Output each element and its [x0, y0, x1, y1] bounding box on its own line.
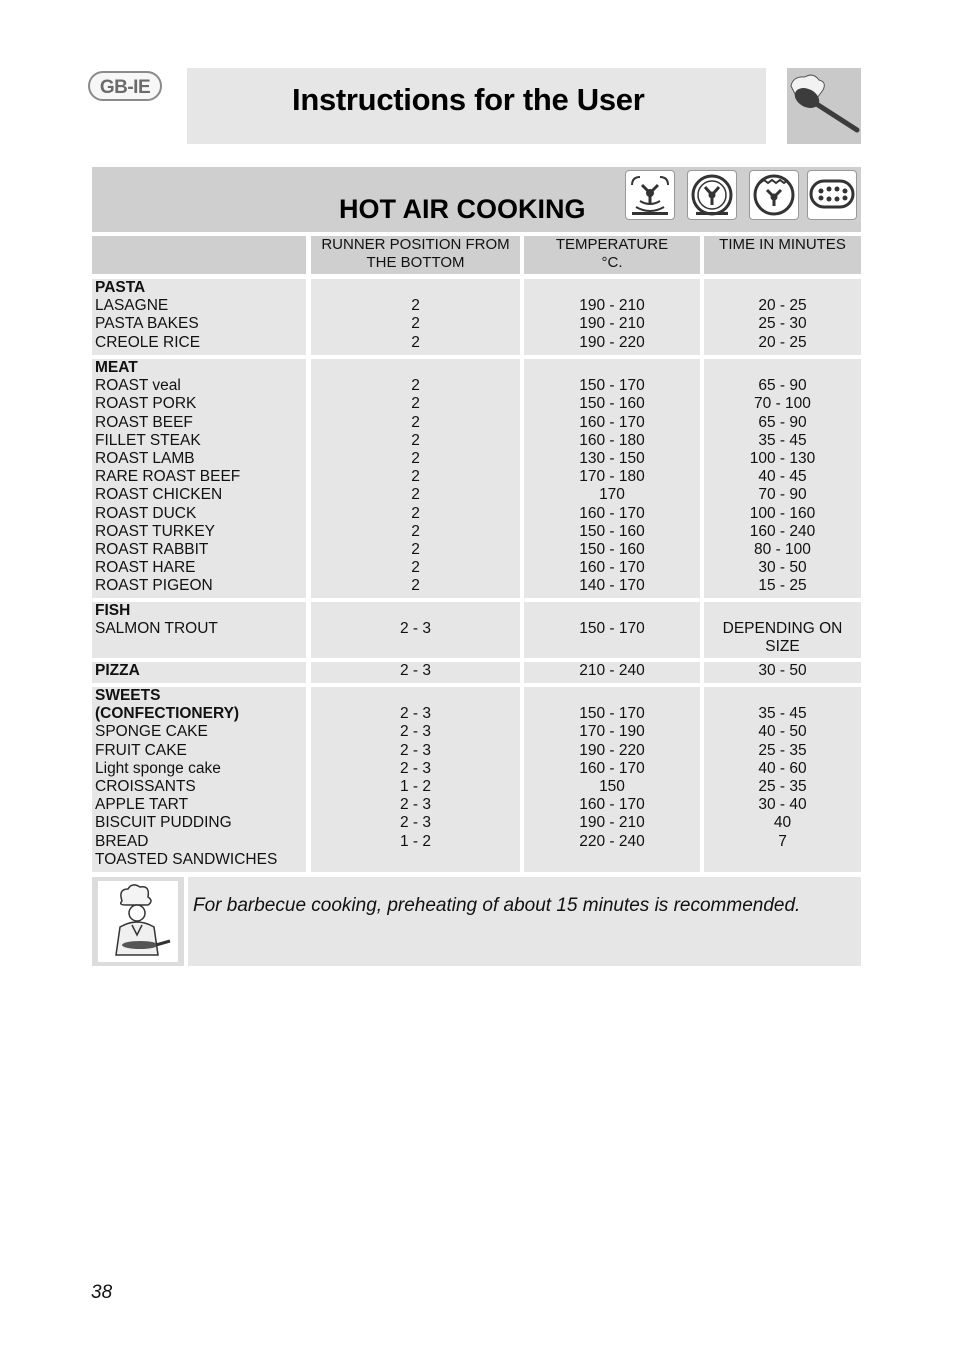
list-item: SPONGE CAKE: [95, 723, 208, 741]
runner-column: [311, 279, 520, 355]
table-group-sweets: [92, 687, 861, 872]
runner-value: 2 - 3: [399, 814, 431, 832]
temperature-value: 130 - 150: [579, 450, 645, 468]
temperature-value: 190 - 220: [579, 741, 645, 759]
list-item: CREOLE RICE: [95, 333, 201, 351]
runner-value: 2: [411, 450, 420, 468]
runner-value: 2: [411, 577, 420, 595]
item-column: [92, 662, 306, 683]
temperature-value: 170 - 180: [579, 468, 645, 486]
item-column: [92, 602, 306, 658]
table-group-fish: [92, 602, 861, 658]
temperature-value: 190 - 220: [579, 333, 645, 351]
time-value: 25 - 35: [758, 778, 807, 796]
tip-box: [188, 877, 861, 966]
runner-value: 2 - 3: [399, 723, 431, 741]
runner-value: 2: [411, 315, 420, 333]
runner-value: 2 - 3: [399, 662, 431, 679]
temperature-value: 150 - 170: [579, 620, 645, 638]
temperature-value: 150: [599, 778, 625, 796]
runner-value: 2: [411, 297, 420, 315]
temperature-value: 150 - 160: [579, 541, 645, 559]
runner-value: 2: [411, 413, 420, 431]
fan-circular-heat-icon: [687, 170, 737, 220]
header-cell-item: [92, 236, 306, 274]
list-item: APPLE TART: [95, 796, 189, 814]
time-value: 40 - 45: [758, 468, 807, 486]
temperature-column: [524, 662, 700, 683]
temperature-value: 160 - 180: [579, 431, 645, 449]
header-cell-time: TIME IN MINUTES: [704, 236, 861, 274]
runner-value: 2: [411, 468, 420, 486]
temperature-value: 150 - 160: [579, 522, 645, 540]
time-column: [704, 602, 861, 658]
runner-value: 2: [411, 541, 420, 559]
time-value: 40: [773, 814, 792, 832]
temperature-value: 190 - 210: [579, 315, 645, 333]
time-value: 65 - 90: [758, 413, 807, 431]
group-title: SWEETS (CONFECTIONERY): [95, 687, 240, 723]
time-column: [704, 359, 861, 598]
language-badge: GB-IE: [88, 71, 162, 101]
fan-grill-icon: [749, 170, 799, 220]
list-item: Light sponge cake: [95, 759, 221, 777]
list-item: LASAGNE: [95, 297, 169, 315]
page-number: 38: [91, 1282, 113, 1303]
temperature-column: [524, 359, 700, 598]
list-item: CROISSANTS: [95, 778, 196, 796]
temperature-value: 160 - 170: [579, 413, 645, 431]
list-item: FRUIT CAKE: [95, 741, 187, 759]
temperature-value: 150 - 170: [579, 705, 645, 723]
time-column: [704, 662, 861, 683]
time-value: 35 - 45: [758, 705, 807, 723]
runner-column: [311, 662, 520, 683]
runner-column: [311, 359, 520, 598]
runner-column: [311, 687, 520, 872]
time-value: 30 - 50: [758, 662, 807, 679]
time-value: 65 - 90: [758, 377, 807, 395]
runner-column: [311, 602, 520, 658]
runner-value: 2: [411, 333, 420, 351]
temperature-column: [524, 279, 700, 355]
list-item: ROAST TURKEY: [95, 522, 216, 540]
tip-text: For barbecue cooking, preheating of about 15 minutes is recommended.: [193, 895, 801, 916]
time-value: 160 - 240: [749, 522, 816, 540]
time-value: 80 - 100: [754, 541, 811, 559]
time-value: 25 - 30: [758, 315, 807, 333]
time-column: [704, 687, 861, 872]
temperature-column: [524, 602, 700, 658]
runner-value: 2: [411, 504, 420, 522]
list-item: BREAD: [95, 832, 149, 850]
time-value: 40 - 60: [758, 759, 807, 777]
temperature-value: 150 - 170: [579, 377, 645, 395]
time-value: 30 - 40: [758, 796, 807, 814]
chef-icon: [92, 877, 184, 966]
table-group-pasta: [92, 279, 861, 355]
list-item: ROAST PIGEON: [95, 577, 213, 595]
temperature-value: 190 - 210: [579, 297, 645, 315]
temperature-value: 140 - 170: [579, 577, 645, 595]
runner-value: 2: [411, 377, 420, 395]
group-title: MEAT: [95, 359, 138, 376]
list-item: FILLET STEAK: [95, 431, 201, 449]
time-value: 25 - 35: [758, 741, 807, 759]
temperature-value: 210 - 240: [579, 662, 645, 679]
fan-bottom-heat-icon: [625, 170, 675, 220]
table-header: [92, 236, 861, 274]
runner-value: 1 - 2: [399, 832, 431, 850]
time-value: 30 - 50: [758, 559, 807, 577]
runner-value: 2: [411, 559, 420, 577]
list-item: SALMON TROUT: [95, 620, 218, 638]
spoon-icon: [787, 68, 861, 144]
table-group-pizza: [92, 662, 861, 683]
group-title: PASTA: [95, 279, 146, 296]
time-value: DEPENDING ON SIZE: [722, 620, 843, 656]
list-item: TOASTED SANDWICHES: [95, 850, 278, 868]
runner-value: 2: [411, 486, 420, 504]
table-group-meat: [92, 359, 861, 598]
section-header: [92, 167, 861, 232]
time-value: 100 - 160: [749, 504, 816, 522]
runner-value: 2: [411, 431, 420, 449]
time-value: 35 - 45: [758, 431, 807, 449]
time-value: 70 - 90: [758, 486, 807, 504]
temperature-value: 220 - 240: [579, 832, 645, 850]
time-value: 40 - 50: [758, 723, 807, 741]
item-column: [92, 279, 306, 355]
time-value: 7: [778, 832, 787, 850]
list-item: ROAST veal: [95, 377, 181, 395]
time-value: 20 - 25: [758, 297, 807, 315]
list-item: ROAST DUCK: [95, 504, 197, 522]
list-item: ROAST LAMB: [95, 450, 195, 468]
item-column: [92, 687, 306, 872]
temperature-value: 170: [599, 486, 625, 504]
runner-value: 2: [411, 395, 420, 413]
time-value: 70 - 100: [754, 395, 811, 413]
time-value: 20 - 25: [758, 333, 807, 351]
runner-value: 2 - 3: [399, 620, 431, 638]
group-title: PIZZA: [95, 662, 140, 679]
page-title: Instructions for the User: [292, 82, 645, 117]
time-value: 15 - 25: [758, 577, 807, 595]
temperature-value: 160 - 170: [579, 796, 645, 814]
temperature-value: 160 - 170: [579, 504, 645, 522]
runner-value: 2 - 3: [399, 741, 431, 759]
group-title: FISH: [95, 602, 131, 619]
item-column: [92, 359, 306, 598]
list-item: RARE ROAST BEEF: [95, 468, 241, 486]
temperature-value: 190 - 210: [579, 814, 645, 832]
title-band: [187, 68, 766, 144]
header-cell-runner: RUNNER POSITION FROM THE BOTTOM: [311, 236, 520, 274]
grill-element-icon: [807, 170, 857, 220]
runner-value: 2 - 3: [399, 796, 431, 814]
list-item: BISCUIT PUDDING: [95, 814, 232, 832]
header-cell-temperature: TEMPERATURE °C.: [524, 236, 700, 274]
temperature-value: 160 - 170: [579, 759, 645, 777]
temperature-column: [524, 687, 700, 872]
runner-value: 1 - 2: [399, 778, 431, 796]
list-item: PASTA BAKES: [95, 315, 199, 333]
list-item: ROAST HARE: [95, 559, 196, 577]
list-item: ROAST CHICKEN: [95, 486, 223, 504]
time-value: 100 - 130: [749, 450, 816, 468]
section-title: HOT AIR COOKING: [339, 194, 586, 224]
list-item: ROAST RABBIT: [95, 541, 209, 559]
temperature-value: 160 - 170: [579, 559, 645, 577]
runner-value: 2: [411, 522, 420, 540]
runner-value: 2 - 3: [399, 705, 431, 723]
temperature-value: 150 - 160: [579, 395, 645, 413]
temperature-value: 170 - 190: [579, 723, 645, 741]
list-item: ROAST PORK: [95, 395, 197, 413]
runner-value: 2 - 3: [399, 759, 431, 777]
list-item: ROAST BEEF: [95, 413, 193, 431]
time-column: [704, 279, 861, 355]
